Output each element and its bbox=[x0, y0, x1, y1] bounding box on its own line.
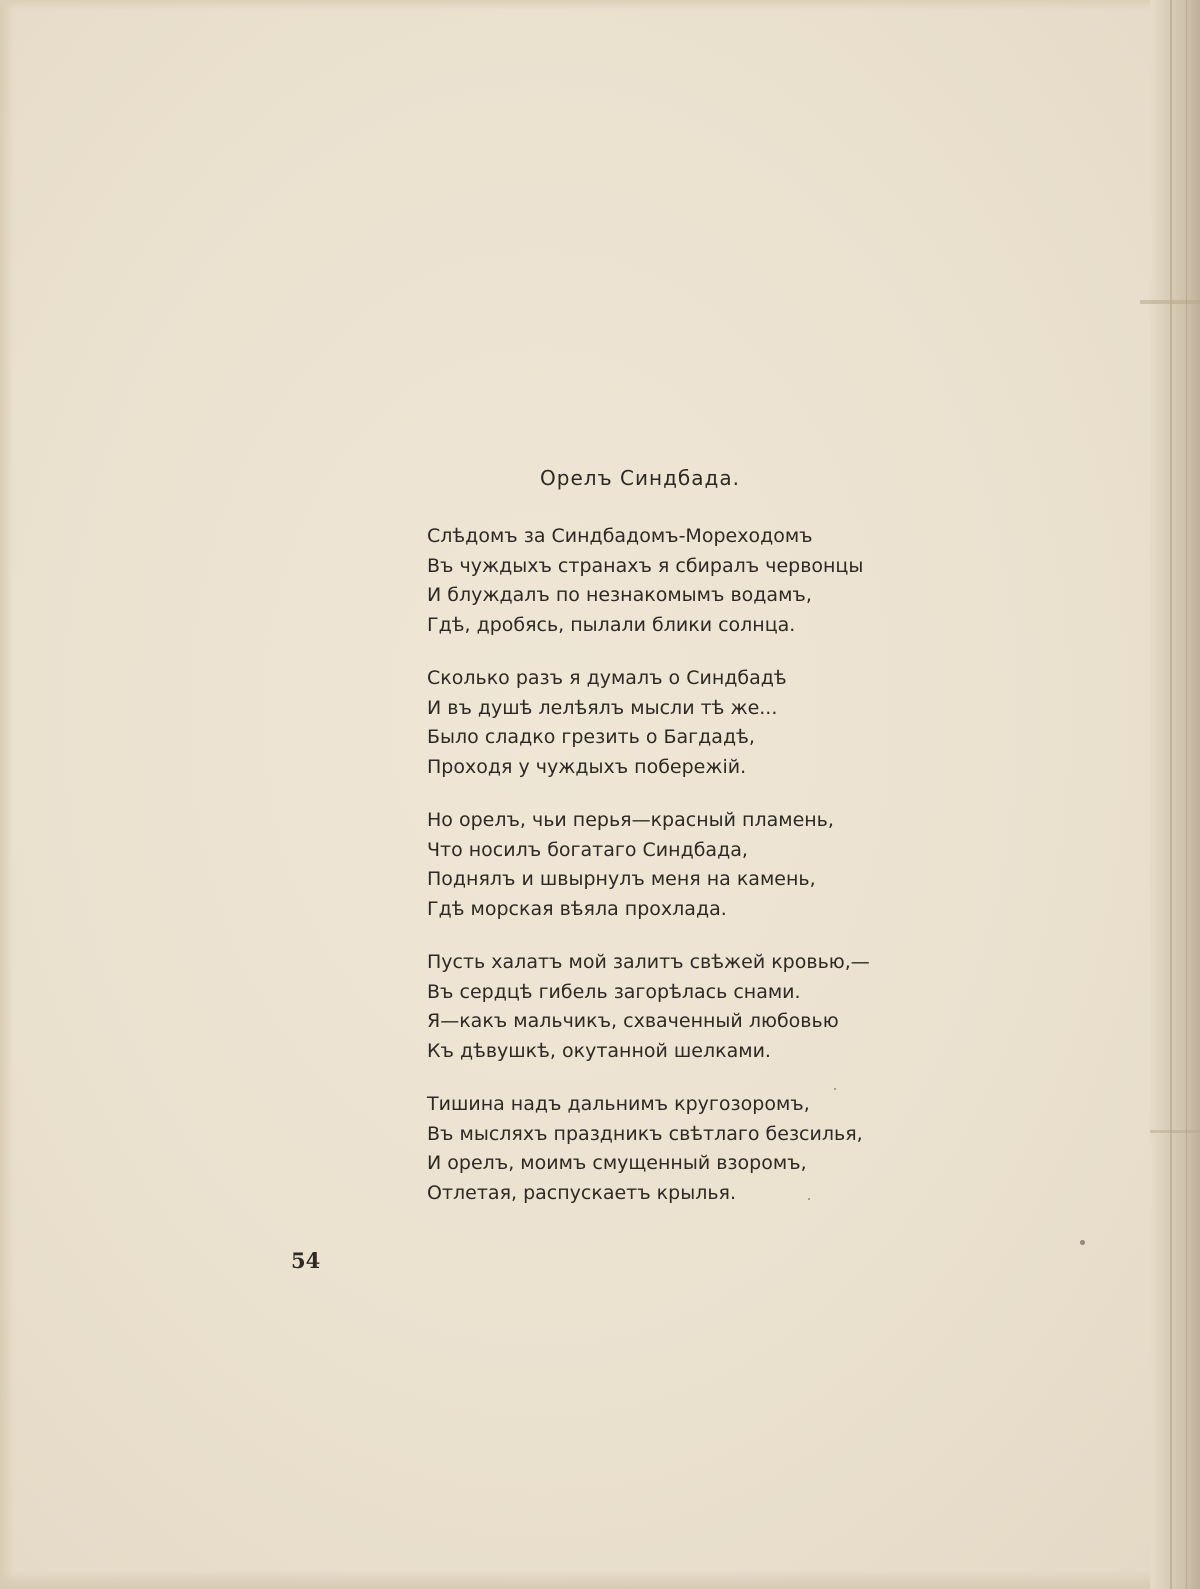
paper-crease bbox=[1140, 300, 1200, 304]
stanza-1 bbox=[427, 522, 927, 640]
book-binding bbox=[1150, 0, 1200, 1589]
poem-line: Въ мысляхъ праздникъ свѣтлаго безсилья, bbox=[427, 1122, 863, 1145]
poem-line: Что носилъ богатаго Синдбада, bbox=[427, 838, 748, 861]
page-edge-top bbox=[0, 0, 1200, 10]
page-edge-left bbox=[0, 0, 14, 1589]
ink-speck bbox=[1080, 1240, 1085, 1245]
poem-line: Въ чуждыхъ странахъ я сбиралъ червонцы bbox=[427, 554, 864, 577]
binding-fold-line bbox=[1186, 0, 1187, 1589]
stanza-3 bbox=[427, 806, 927, 924]
poem-line: И блуждалъ по незнакомымъ водамъ, bbox=[427, 584, 812, 606]
poem-line: И орелъ, моимъ смущенный взоромъ, bbox=[427, 1152, 807, 1174]
poem-line: Отлетая, распускаетъ крылья. bbox=[427, 1181, 737, 1204]
poem-line: Тишина надъ дальнимъ кругозоромъ, bbox=[427, 1093, 810, 1115]
poem-title: Орелъ Синдбада. bbox=[540, 466, 740, 490]
poem-line: Гдѣ морская вѣяла прохлада. bbox=[427, 897, 727, 920]
stanza-2 bbox=[427, 664, 927, 782]
stanza-5 bbox=[427, 1090, 927, 1208]
page-edge-bottom bbox=[0, 1570, 1200, 1589]
poem-line: Гдѣ, дробясь, пылали блики солнца. bbox=[427, 613, 796, 636]
poem-line: Слѣдомъ за Синдбадомъ-Мореходомъ bbox=[427, 525, 813, 547]
poem-line: Проходя у чуждыхъ побережій. bbox=[427, 755, 747, 778]
paper-crease bbox=[1150, 1130, 1200, 1133]
poem-line: И въ душѣ лелѣялъ мысли тѣ же... bbox=[427, 696, 778, 719]
ink-speck bbox=[834, 1088, 836, 1090]
binding-fold-line bbox=[1170, 0, 1172, 1589]
poem-line: Въ сердцѣ гибель загорѣлась снами. bbox=[427, 980, 801, 1003]
poem-line: Сколько разъ я думалъ о Синдбадѣ bbox=[427, 667, 787, 689]
poem-line: Поднялъ и швырнулъ меня на камень, bbox=[427, 868, 816, 890]
ink-speck bbox=[808, 1198, 810, 1200]
poem-line: Было сладко грезить о Багдадѣ, bbox=[427, 726, 755, 748]
poem-line: Пусть халатъ мой залитъ свѣжей кровью,— bbox=[427, 951, 870, 973]
stanza-4 bbox=[427, 948, 927, 1066]
poem-line: Къ дѣвушкѣ, окутанной шелками. bbox=[427, 1039, 771, 1062]
page-number: 54 bbox=[291, 1248, 321, 1273]
poem-line: Но орелъ, чьи перья—красный пламень, bbox=[427, 809, 834, 831]
poem-line: Я—какъ мальчикъ, схваченный любовью bbox=[427, 1010, 839, 1032]
